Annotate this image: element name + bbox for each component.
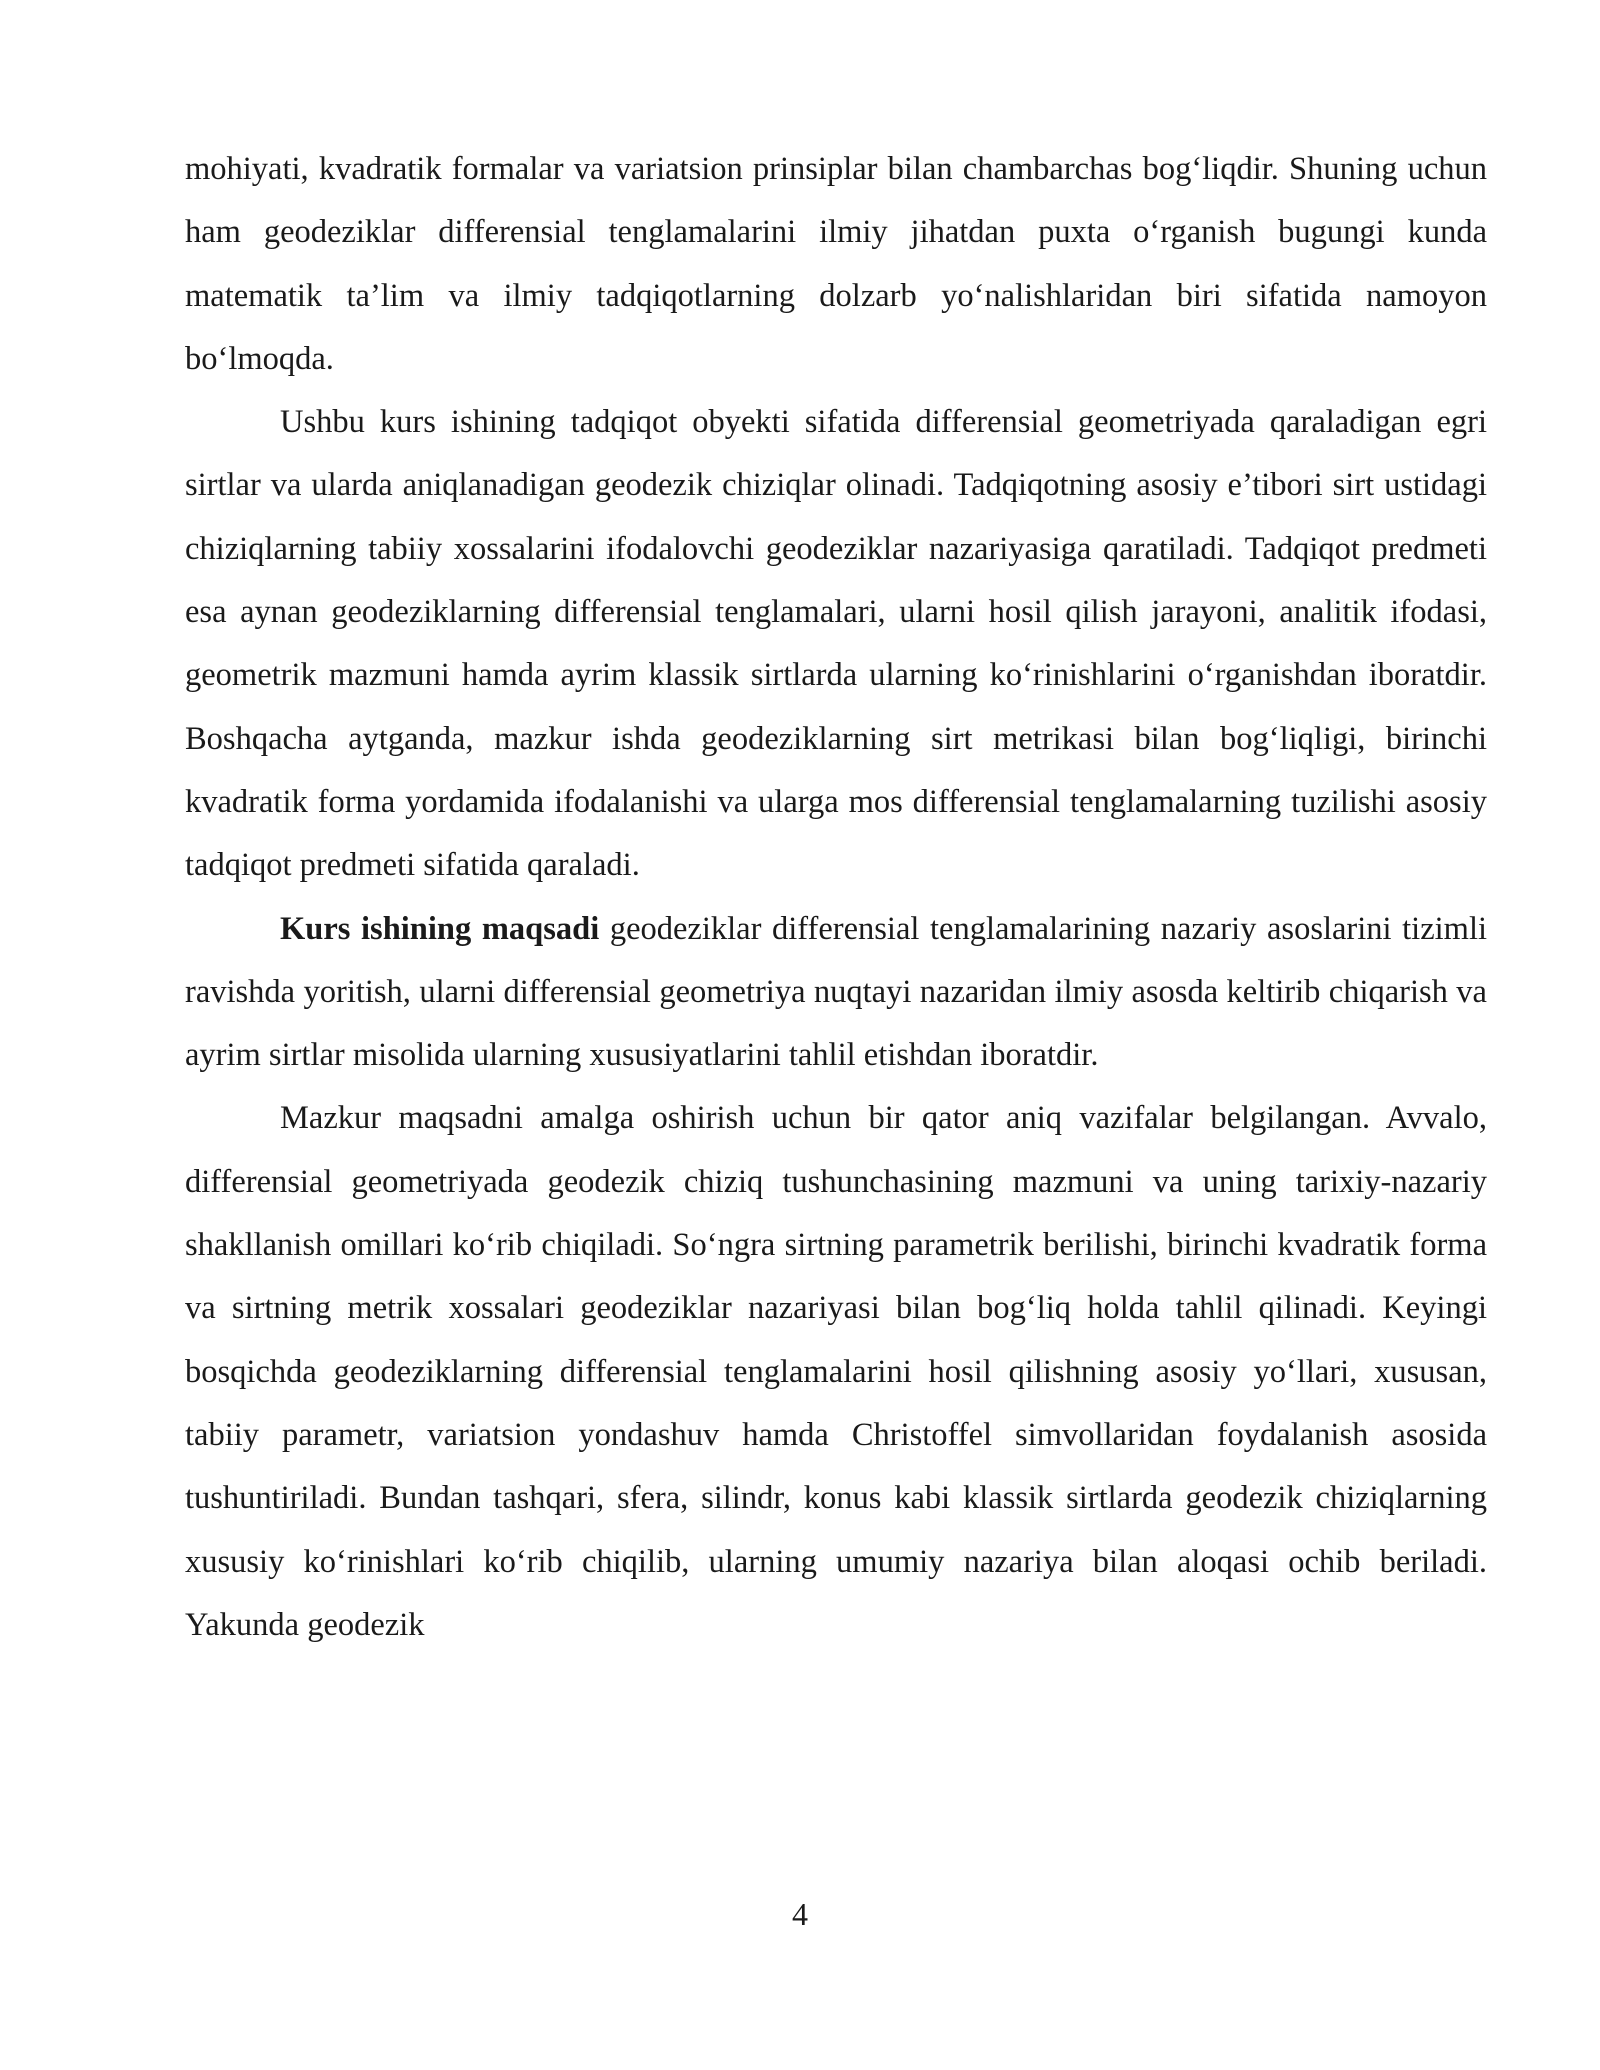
paragraph-2-text: Ushbu kurs ishining tadqiqot obyekti sifatida differensial geometriyada qaraladigan egri sirtlar va ularda aniqlanadigan geodezik chiziqlar olinadi. Tadqiqotning asosiy e’tibori sirt ustidagi chiziqlarning tabiiy xossalarini ifodalovchi geodeziklar nazariyasiga qaratiladi. Tadqiqot predmeti esa aynan geodeziklarning differensial tenglamalari, ularni hosil qilish jarayoni, analitik ifodasi, geometrik mazmuni hamda ayrim klassik sirtlarda ularning ko‘rinishlarini o‘rganishdan iboratdir. Boshqacha aytganda, mazkur ishda geodeziklarning sirt metrikasi bilan bog‘liqligi, birinchi kvadratik forma yordamida ifodalanishi va ularga mos differensial tenglamalarning tuzilishi asosiy tadqiqot predmeti sifatida qaraladi. xyxy=(185,404,1487,884)
paragraph-1-text: mohiyati, kvadratik formalar va variatsion prinsiplar bilan chambarchas bog‘liqdir. Shuning uchun ham geodeziklar differensial tenglamalarini ilmiy jihatdan puxta o‘rganish bugungi kunda matematik ta’lim va ilmiy tadqiqotlarning dolzarb yo‘nalishlaridan biri sifatida namoyon bo‘lmoqda. xyxy=(185,151,1487,377)
paragraph-1 xyxy=(185,138,1487,391)
paragraph-4 xyxy=(185,1087,1487,1657)
body-text xyxy=(185,138,1487,1657)
paragraph-3 xyxy=(185,898,1487,1088)
paragraph-2 xyxy=(185,391,1487,897)
page-number: 4 xyxy=(792,1896,808,1932)
paragraph-3-text: geodeziklar differensial tenglamalarining nazariy asoslarini tizimli ravishda yoritish, ularni differensial geometriya nuqtayi nazaridan ilmiy asosda keltirib chiqarish va ayrim sirtlar misolida ularning xususiyatlarini tahlil etishdan iboratdir. xyxy=(185,910,1487,1074)
paragraph-3-bold-lead: Kurs ishining maqsadi xyxy=(280,910,600,947)
paragraph-4-text: Mazkur maqsadni amalga oshirish uchun bir qator aniq vazifalar belgilangan. Avvalo, differensial geometriyada geodezik chiziq tushunchasining mazmuni va uning tarixiy-nazariy shakllanish omillari ko‘rib chiqiladi. So‘ngra sirtning parametrik berilishi, birinchi kvadratik forma va sirtning metrik xossalari geodeziklar nazariyasi bilan bog‘liq holda tahlil qilinadi. Keyingi bosqichda geodeziklarning differensial tenglamalarini hosil qilishning asosiy yo‘llari, xususan, tabiiy parametr, variatsion yondashuv hamda Christoffel simvollaridan foydalanish asosida tushuntiriladi. Bundan tashqari, sfera, silindr, konus kabi klassik sirtlarda geodezik chiziqlarning xususiy ko‘rinishlari ko‘rib chiqilib, ularning umumiy nazariya bilan aloqasi ochib beriladi. Yakunda geodezik xyxy=(185,1100,1487,1643)
